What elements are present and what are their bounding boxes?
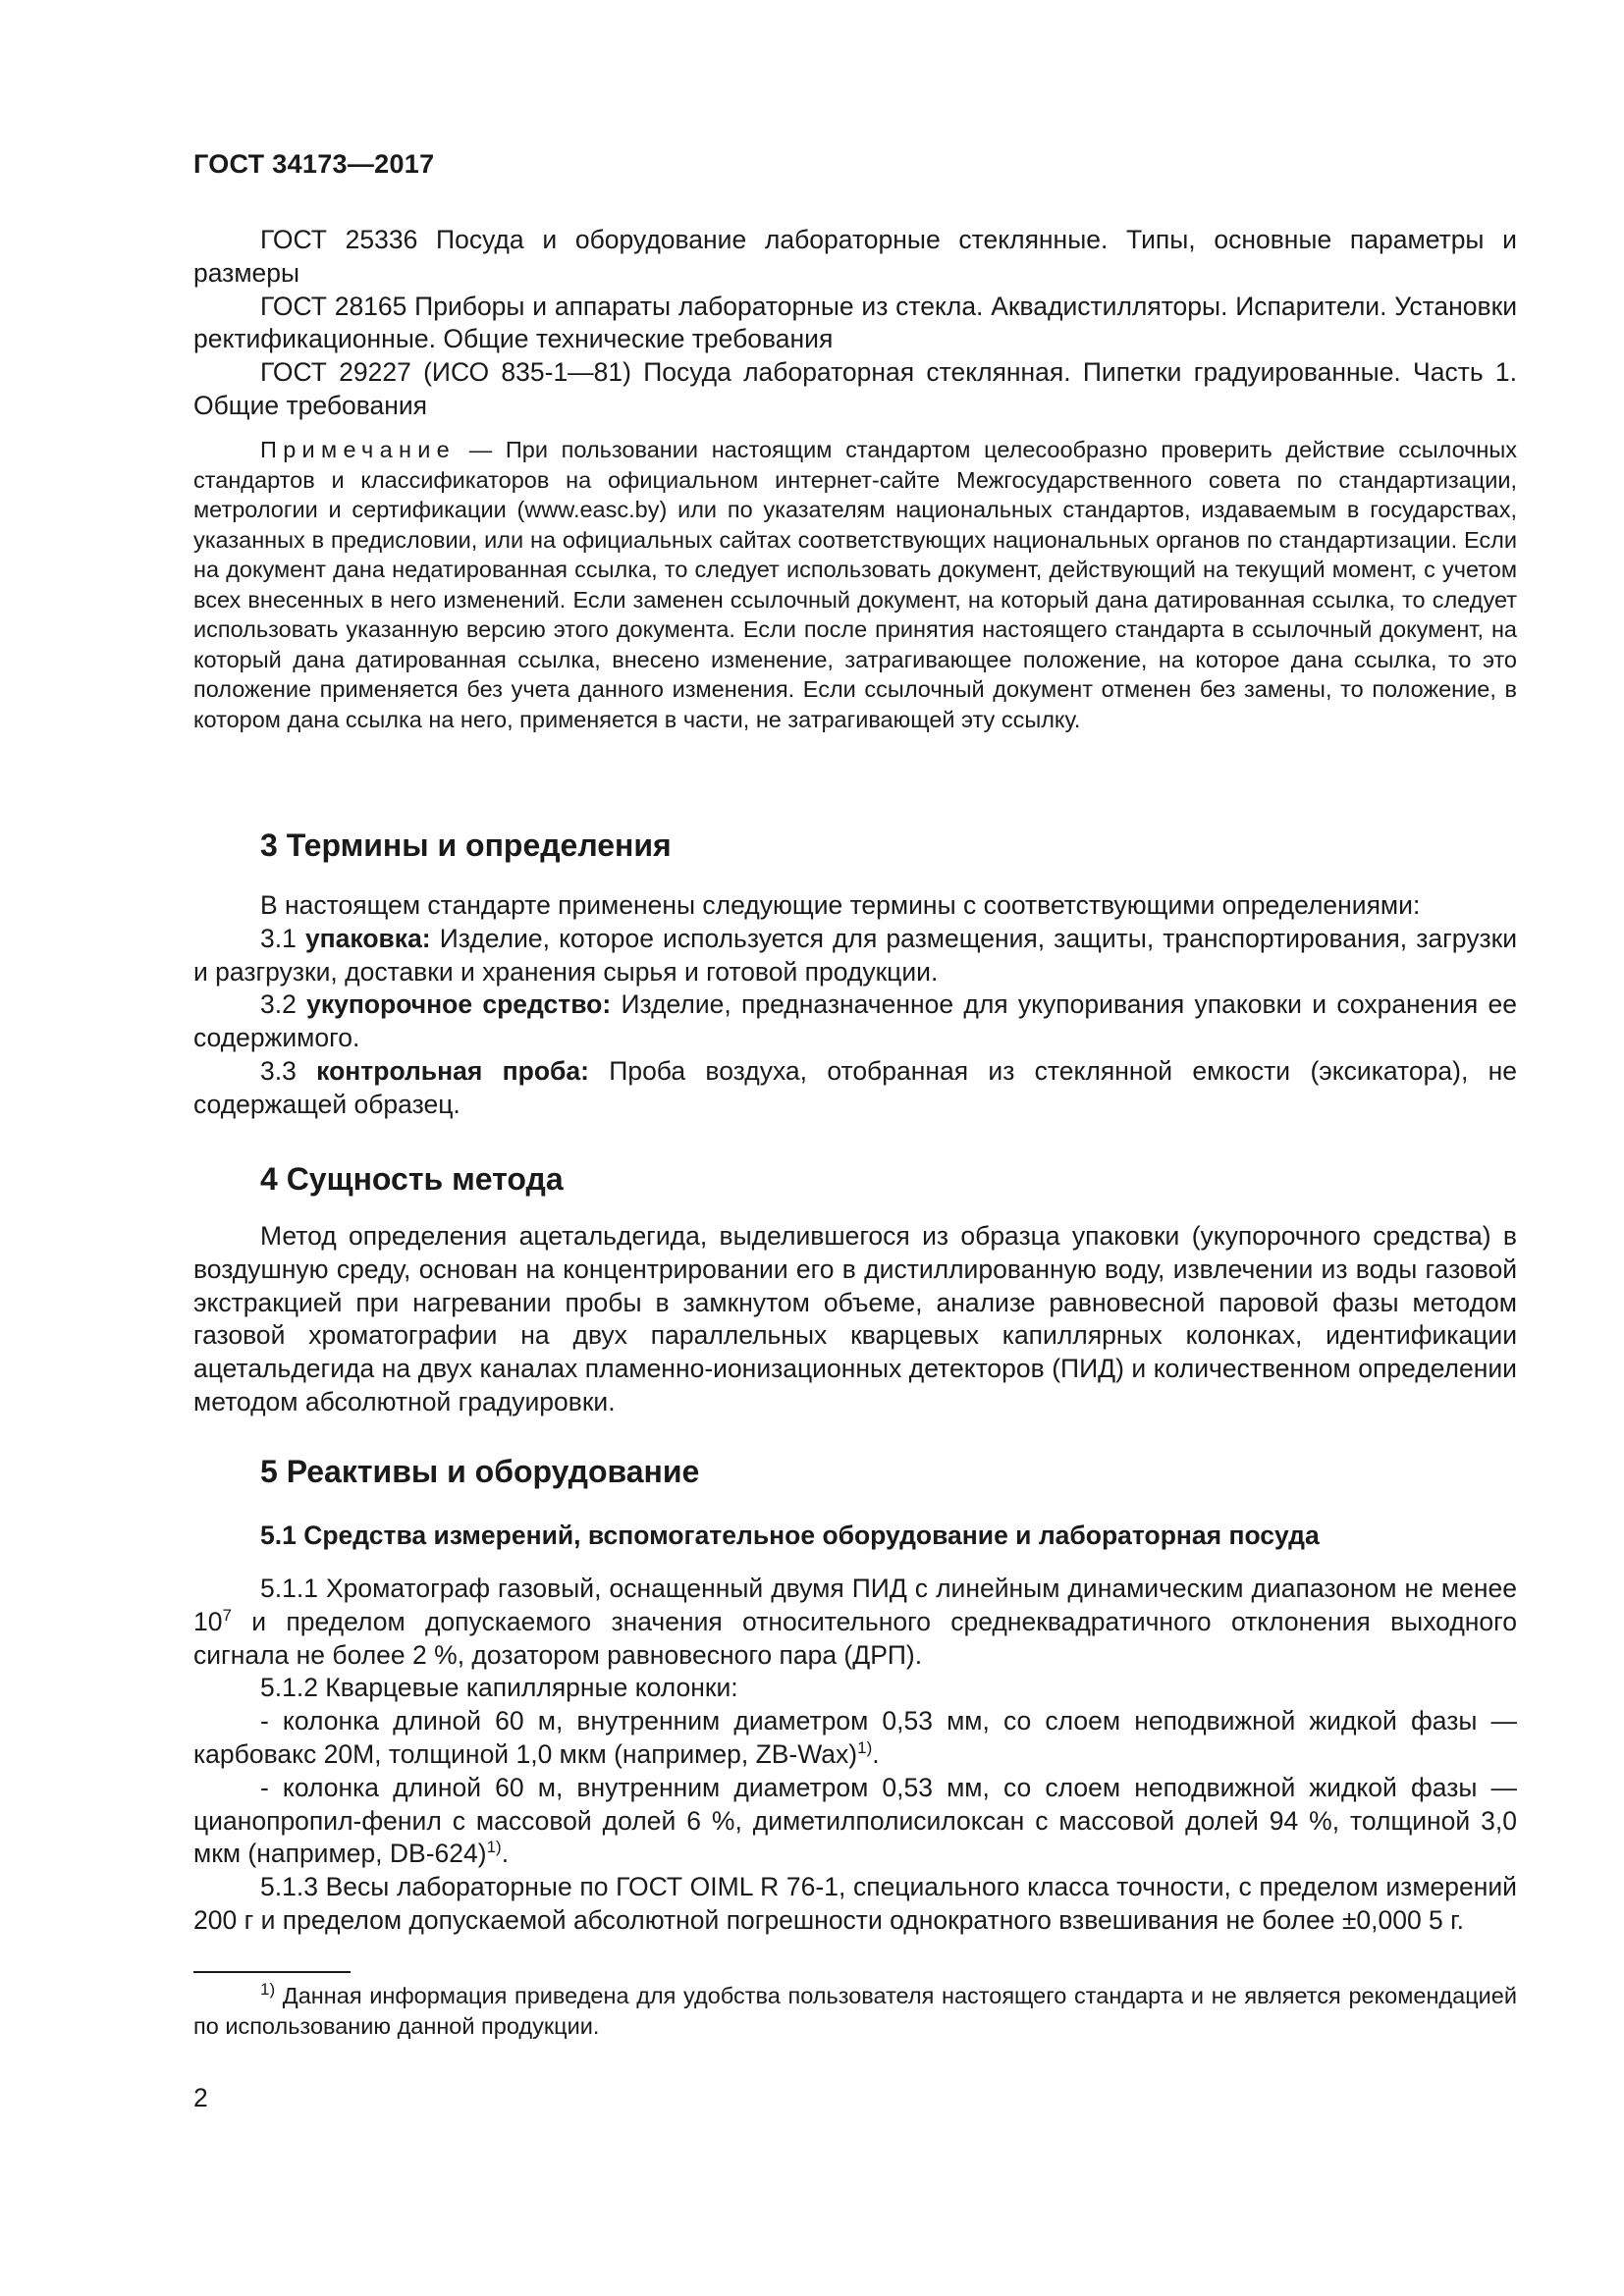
term-definition: 3.1 упаковка: Изделие, которое используется для размещения, защиты, транспортирования, загрузки и разгрузки, доставки и хранения сырья и готовой продукции. [193, 923, 1517, 987]
document-header: ГОСТ 34173—2017 [193, 149, 435, 179]
section-4-heading: 4 Сущность метода [260, 1161, 564, 1197]
footnote [193, 1981, 1517, 2041]
references-list [193, 224, 1517, 423]
term: контрольная проба: [316, 1055, 589, 1086]
note-block [193, 435, 1517, 734]
paragraph-5-1-2: 5.1.2 Кварцевые капиллярные колонки: [260, 1673, 738, 1703]
section-5-heading: 5 Реактивы и оборудование [260, 1454, 700, 1489]
footnote-divider [193, 1971, 351, 1973]
footnote-paragraph: $^{1)}$ Данная информация приведена для удобства пользователя настоящего стандарта и не является рекомендацией по использованию данной продукции. [193, 1980, 1517, 2039]
section-3-intro: В настоящем стандарте применены следующие термины с соответствующими определениями: [260, 890, 1421, 920]
section-3-heading: 3 Термины и определения [260, 828, 672, 863]
section-5-1-heading: 5.1 Средства измерений, вспомогательное оборудование и лабораторная посуда [260, 1521, 1320, 1550]
paragraph-5-1-3: 5.1.3 Весы лабораторные по ГОСТ OIML R 76-1, специального класса точности, с пределом измерений 200 г и пределом допускаемой абсолютной погрешности однократного взвешивания не более ±0,000 5 г. [193, 1872, 1517, 1935]
section-4-body [193, 1220, 1517, 1419]
term-definition: 3.3 контрольная проба: Проба воздуха, отобранная из стеклянной емкости (эксикатора), не содержащей образец. [193, 1055, 1518, 1119]
footnote-ref: 1) [486, 1838, 502, 1857]
footnote-marker: 1) [260, 1980, 276, 2000]
note-label: Примечание [260, 437, 457, 462]
reference-item: ГОСТ 29227 (ИСО 835-1—81) Посуда лабораторная стеклянная. Пипетки градуированные. Часть 1. Общие требования [193, 357, 1517, 420]
term: укупорочное средство: [306, 989, 612, 1020]
reference-item: ГОСТ 28165 Приборы и аппараты лабораторные из стекла. Аквадистилляторы. Испарители. Установки ректификационные. Общие технические требования [193, 291, 1517, 354]
section-3-body [193, 889, 1517, 1122]
reference-item: ГОСТ 25336 Посуда и оборудование лабораторные стеклянные. Типы, основные параметры и размеры [193, 225, 1517, 288]
section-4-text: Метод определения ацетальдегида, выделившегося из образца упаковки (укупорочного средства) в воздушную среду, основан на концентрировании его в дистиллированную воду, извлечении из воды газовой экстракцией при нагревании пробы в замкнутом объеме, анализе равновесной паровой фазы методом газовой хроматографии на двух параллельных кварцевых капиллярных колонках, идентификации ацетальдегида на двух каналах пламенно-ионизационных детекторов (ПИД) и количественном определении методом абсолютной градуировки. [193, 1221, 1517, 1416]
note-text: — При пользовании настоящим стандартом целесообразно проверить действие ссылочных стандартов и классификаторов на официальном интернет-сайте Межгосударственного совета по стандартизации, метрологии и сертификации (www.easc.by) или по указателям национальных стандартов, издаваемым в государствах, указанных в предисловии, или на официальных сайтах соответствующих национальных органов по стандартизации. Если на документ дана недатированная ссылка, то следует использовать документ, действующий на текущий момент, с учетом всех внесенных в него изменений. Если заменен ссылочный документ, на который дана датированная ссылка, то следует использовать указанную версию этого документа. Если после принятия настоящего стандарта в ссылочный документ, на который дана датированная ссылка, внесено изменение, затрагивающее положение, на которое дана ссылка, то это положение применяется без учета данного изменения. Если ссылочный документ отменен без замены, то положение, в котором дана ссылка на него, применяется в части, не затрагивающей эту ссылку. [193, 437, 1517, 732]
column-item: - колонка длиной 60 м, внутренним диаметром 0,53 мм, со слоем неподвижной жидкой фазы — карбовакс 20М, толщиной 1,0 мкм (например, ZB-Wax)$^{1)}$. [193, 1706, 1517, 1769]
section-5-body [193, 1573, 1517, 1938]
footnote-ref: 1) [857, 1738, 873, 1758]
note-paragraph [193, 435, 1517, 734]
term: упаковка: [304, 923, 431, 953]
paragraph-5-1-1: 5.1.1 Хроматограф газовый, оснащенный двумя ПИД с линейным динамическим диапазоном не менее $10^7$ и пределом допускаемого значения относительного среднеквадратичного отклонения выходного сигнала не более 2 %, дозатором равновесного пара (ДРП). [193, 1574, 1517, 1670]
page-number: 2 [193, 2083, 208, 2112]
column-item: - колонка длиной 60 м, внутренним диаметром 0,53 мм, со слоем неподвижной жидкой фазы — цианопропил-фенил с массовой долей 6 %, диметилполисилоксан с массовой долей 94 %, толщиной 3,0 мкм (например, DB-624)$^{1)}$. [193, 1772, 1517, 1869]
term-definition: 3.2 укупорочное средство: Изделие, предназначенное для укупоривания упаковки и сохранения ее содержимого. [193, 989, 1517, 1053]
